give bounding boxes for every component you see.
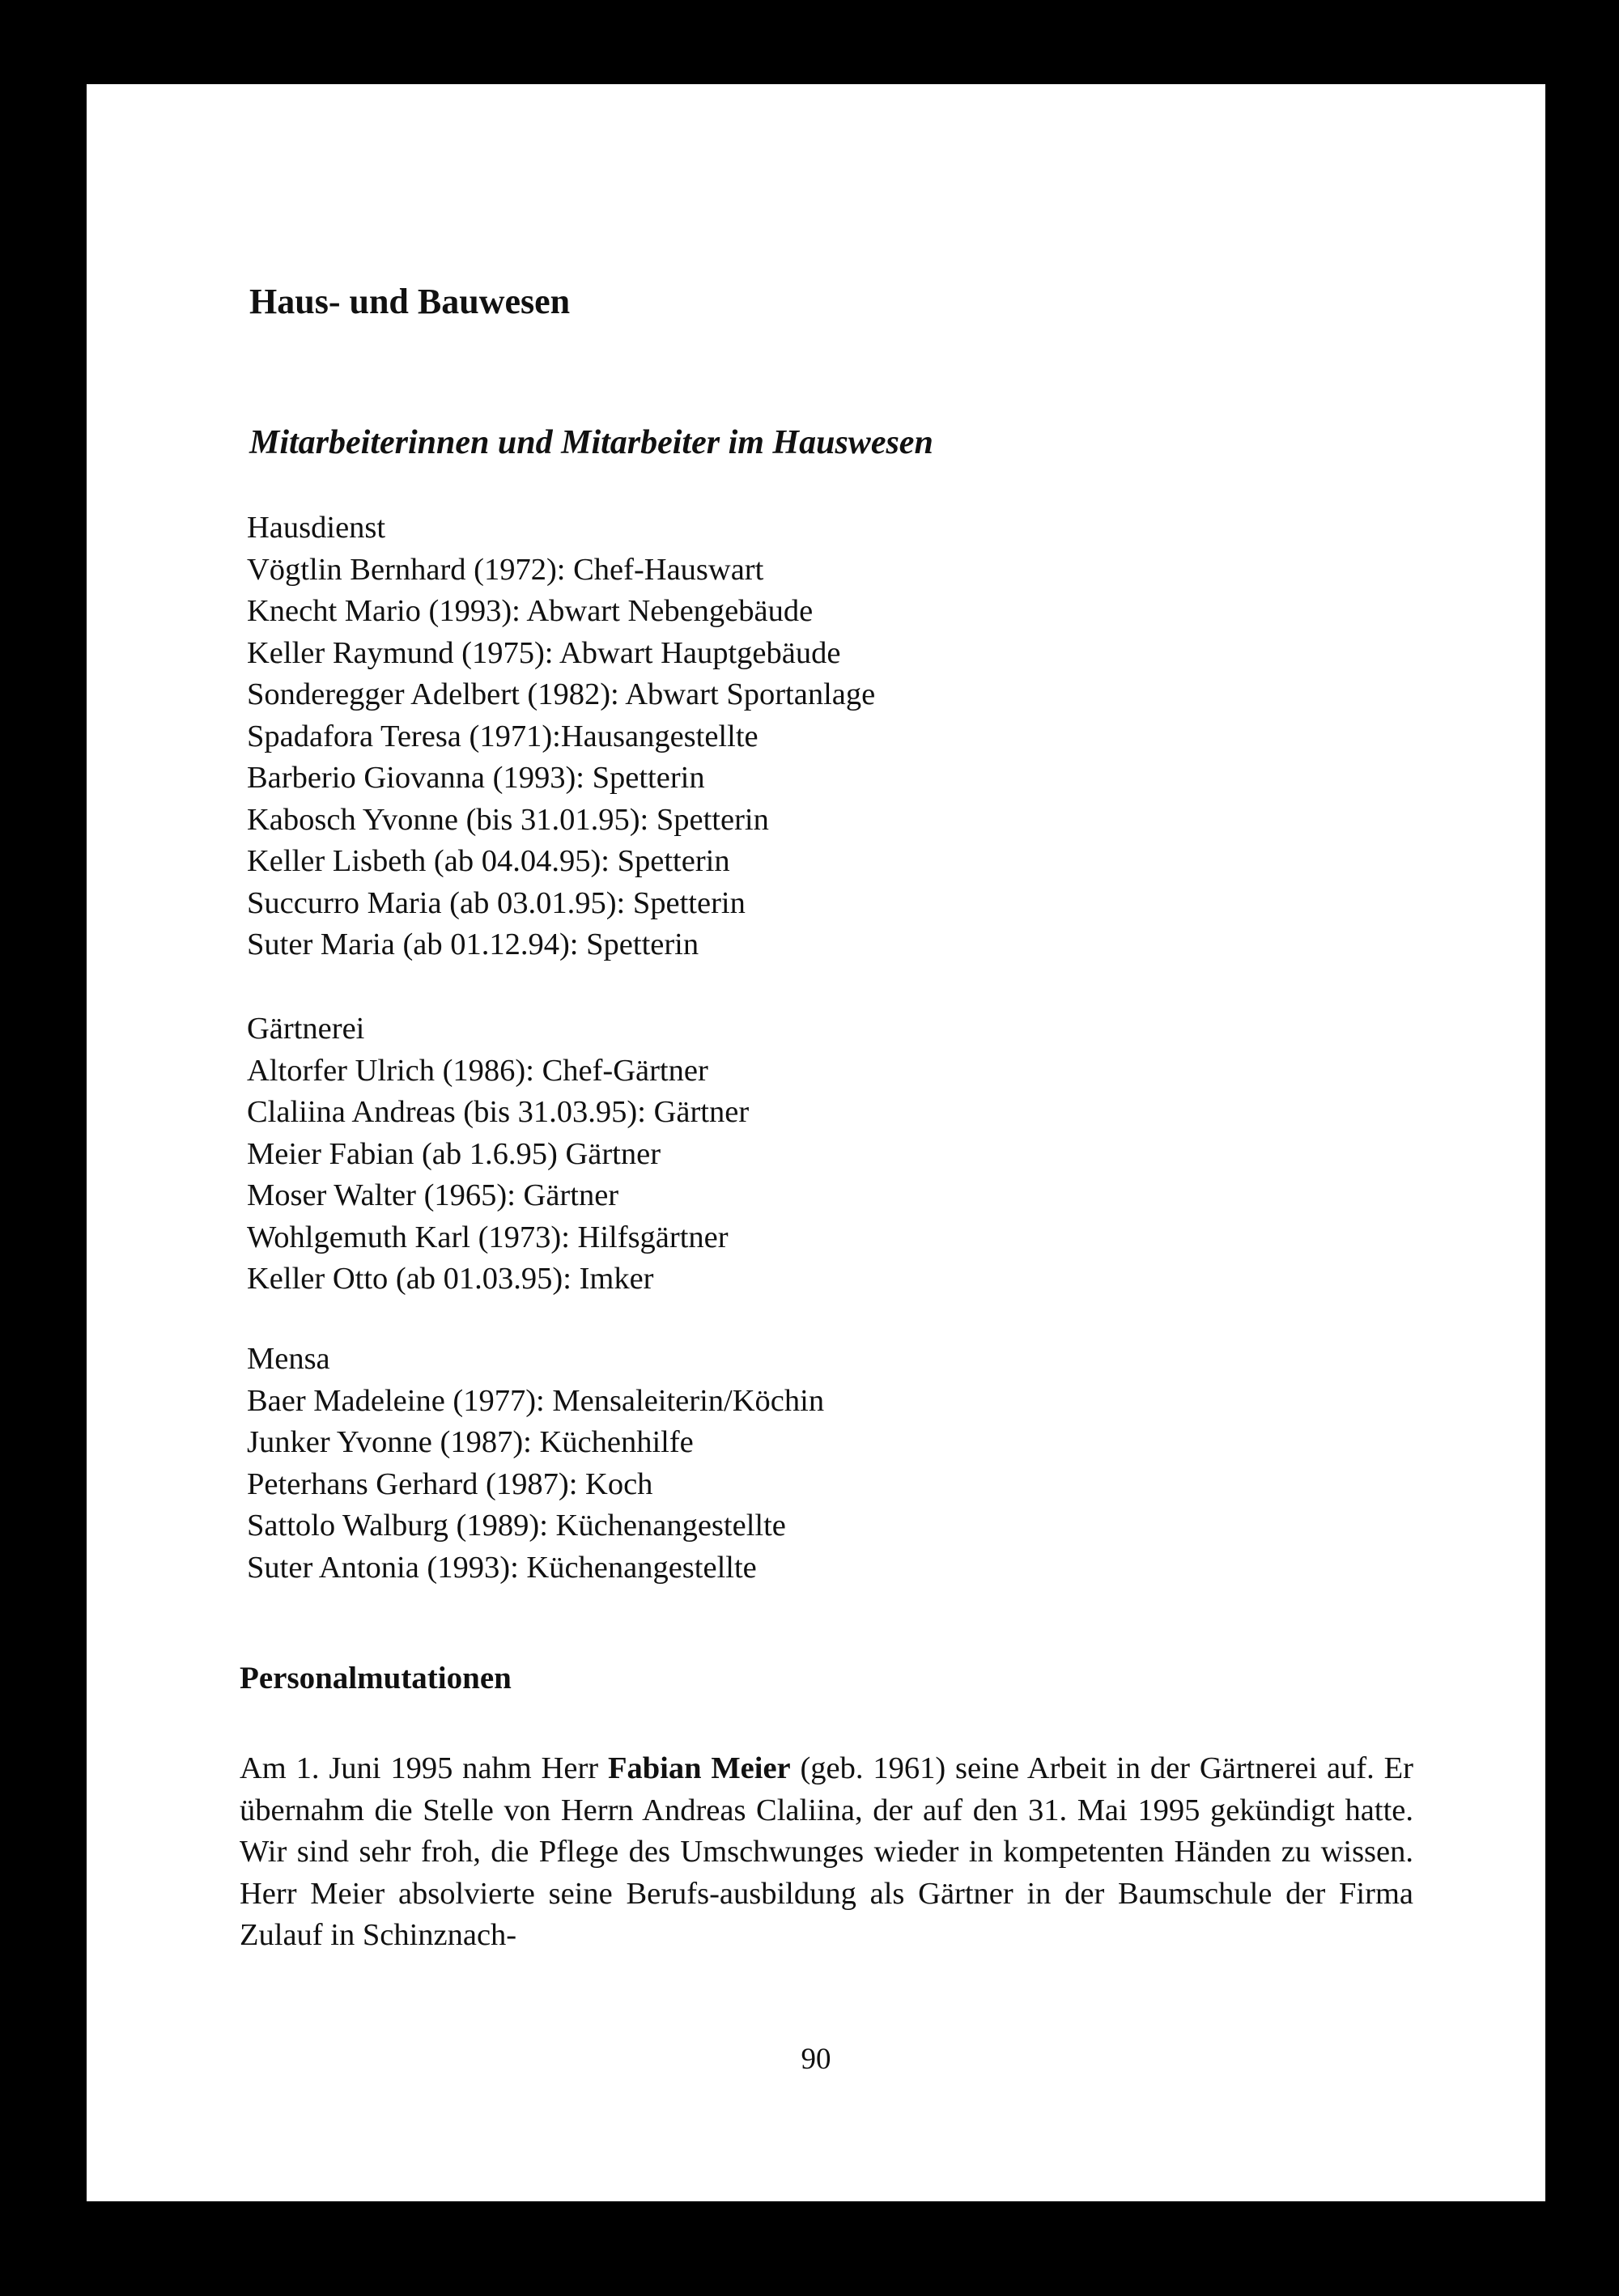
staff-entry: Keller Otto (ab 01.03.95): Imker xyxy=(247,1262,654,1296)
staff-entry: Meier Fabian (ab 1.6.95) Gärtner xyxy=(247,1136,661,1171)
staff-entry: Peterhans Gerhard (1987): Koch xyxy=(247,1466,653,1501)
body-paragraph xyxy=(240,1748,1413,1957)
paragraph-bold-name: Fabian Meier xyxy=(607,1751,791,1785)
staff-entry: Baer Madeleine (1977): Mensaleiterin/Köchin xyxy=(247,1383,825,1418)
section-heading: Personalmutationen xyxy=(240,1661,512,1695)
staff-entry: Moser Walter (1965): Gärtner xyxy=(247,1178,619,1212)
paragraph-text: Am 1. Juni 1995 nahm Herr xyxy=(240,1751,608,1785)
staff-entry: Spadafora Teresa (1971):Hausangestellte xyxy=(247,719,759,753)
paragraph-text: (geb. 1961) seine Arbeit in der Gärtnerei auf. Er übernahm die Stelle von Herrn Andreas Claliina, der auf den 31. Mai 1995 gekündigt hatte. Wir sind sehr froh, die Pflege des Umschwunges wieder in kompetenten Händen zu wissen. Herr Meier absolvierte seine Berufs-ausbildung als Gärtner in der Baumschule der Firma Zulauf in Schinznach- xyxy=(240,1751,1413,1952)
staff-entry: Junker Yvonne (1987): Küchenhilfe xyxy=(247,1425,694,1459)
staff-group-gaertnerei xyxy=(247,1008,749,1301)
staff-entry: Suter Antonia (1993): Küchenangestellte xyxy=(247,1550,757,1585)
staff-entry: Suter Maria (ab 01.12.94): Spetterin xyxy=(247,927,699,961)
group-heading: Gärtnerei xyxy=(247,1012,365,1046)
staff-entry: Kabosch Yvonne (bis 31.01.95): Spetterin xyxy=(247,802,769,837)
group-heading: Hausdienst xyxy=(247,511,386,545)
staff-entry: Succurro Maria (ab 03.01.95): Spetterin xyxy=(247,885,746,920)
staff-entry: Wohlgemuth Karl (1973): Hilfsgärtner xyxy=(247,1220,729,1254)
page-title: Haus- und Bauwesen xyxy=(249,282,571,321)
group-heading: Mensa xyxy=(247,1342,330,1376)
staff-entry: Sonderegger Adelbert (1982): Abwart Sportanlage xyxy=(247,677,876,711)
staff-entry: Knecht Mario (1993): Abwart Nebengebäude xyxy=(247,594,814,628)
staff-entry: Vögtlin Bernhard (1972): Chef-Hauswart xyxy=(247,552,764,587)
page-number: 90 xyxy=(801,2043,831,2076)
staff-group-hausdienst xyxy=(247,507,875,966)
staff-group-mensa xyxy=(247,1339,824,1589)
staff-entry: Sattolo Walburg (1989): Küchenangestellte xyxy=(247,1509,786,1543)
staff-entry: Claliina Andreas (bis 31.03.95): Gärtner xyxy=(247,1095,750,1129)
staff-entry: Keller Raymund (1975): Abwart Hauptgebäude xyxy=(247,635,841,670)
staff-entry: Barberio Giovanna (1993): Spetterin xyxy=(247,761,705,795)
staff-entry: Altorfer Ulrich (1986): Chef-Gärtner xyxy=(247,1053,708,1088)
staff-entry: Keller Lisbeth (ab 04.04.95): Spetterin xyxy=(247,844,730,878)
document-page xyxy=(87,84,1545,2201)
section-subtitle: Mitarbeiterinnen und Mitarbeiter im Hauswesen xyxy=(249,424,933,461)
